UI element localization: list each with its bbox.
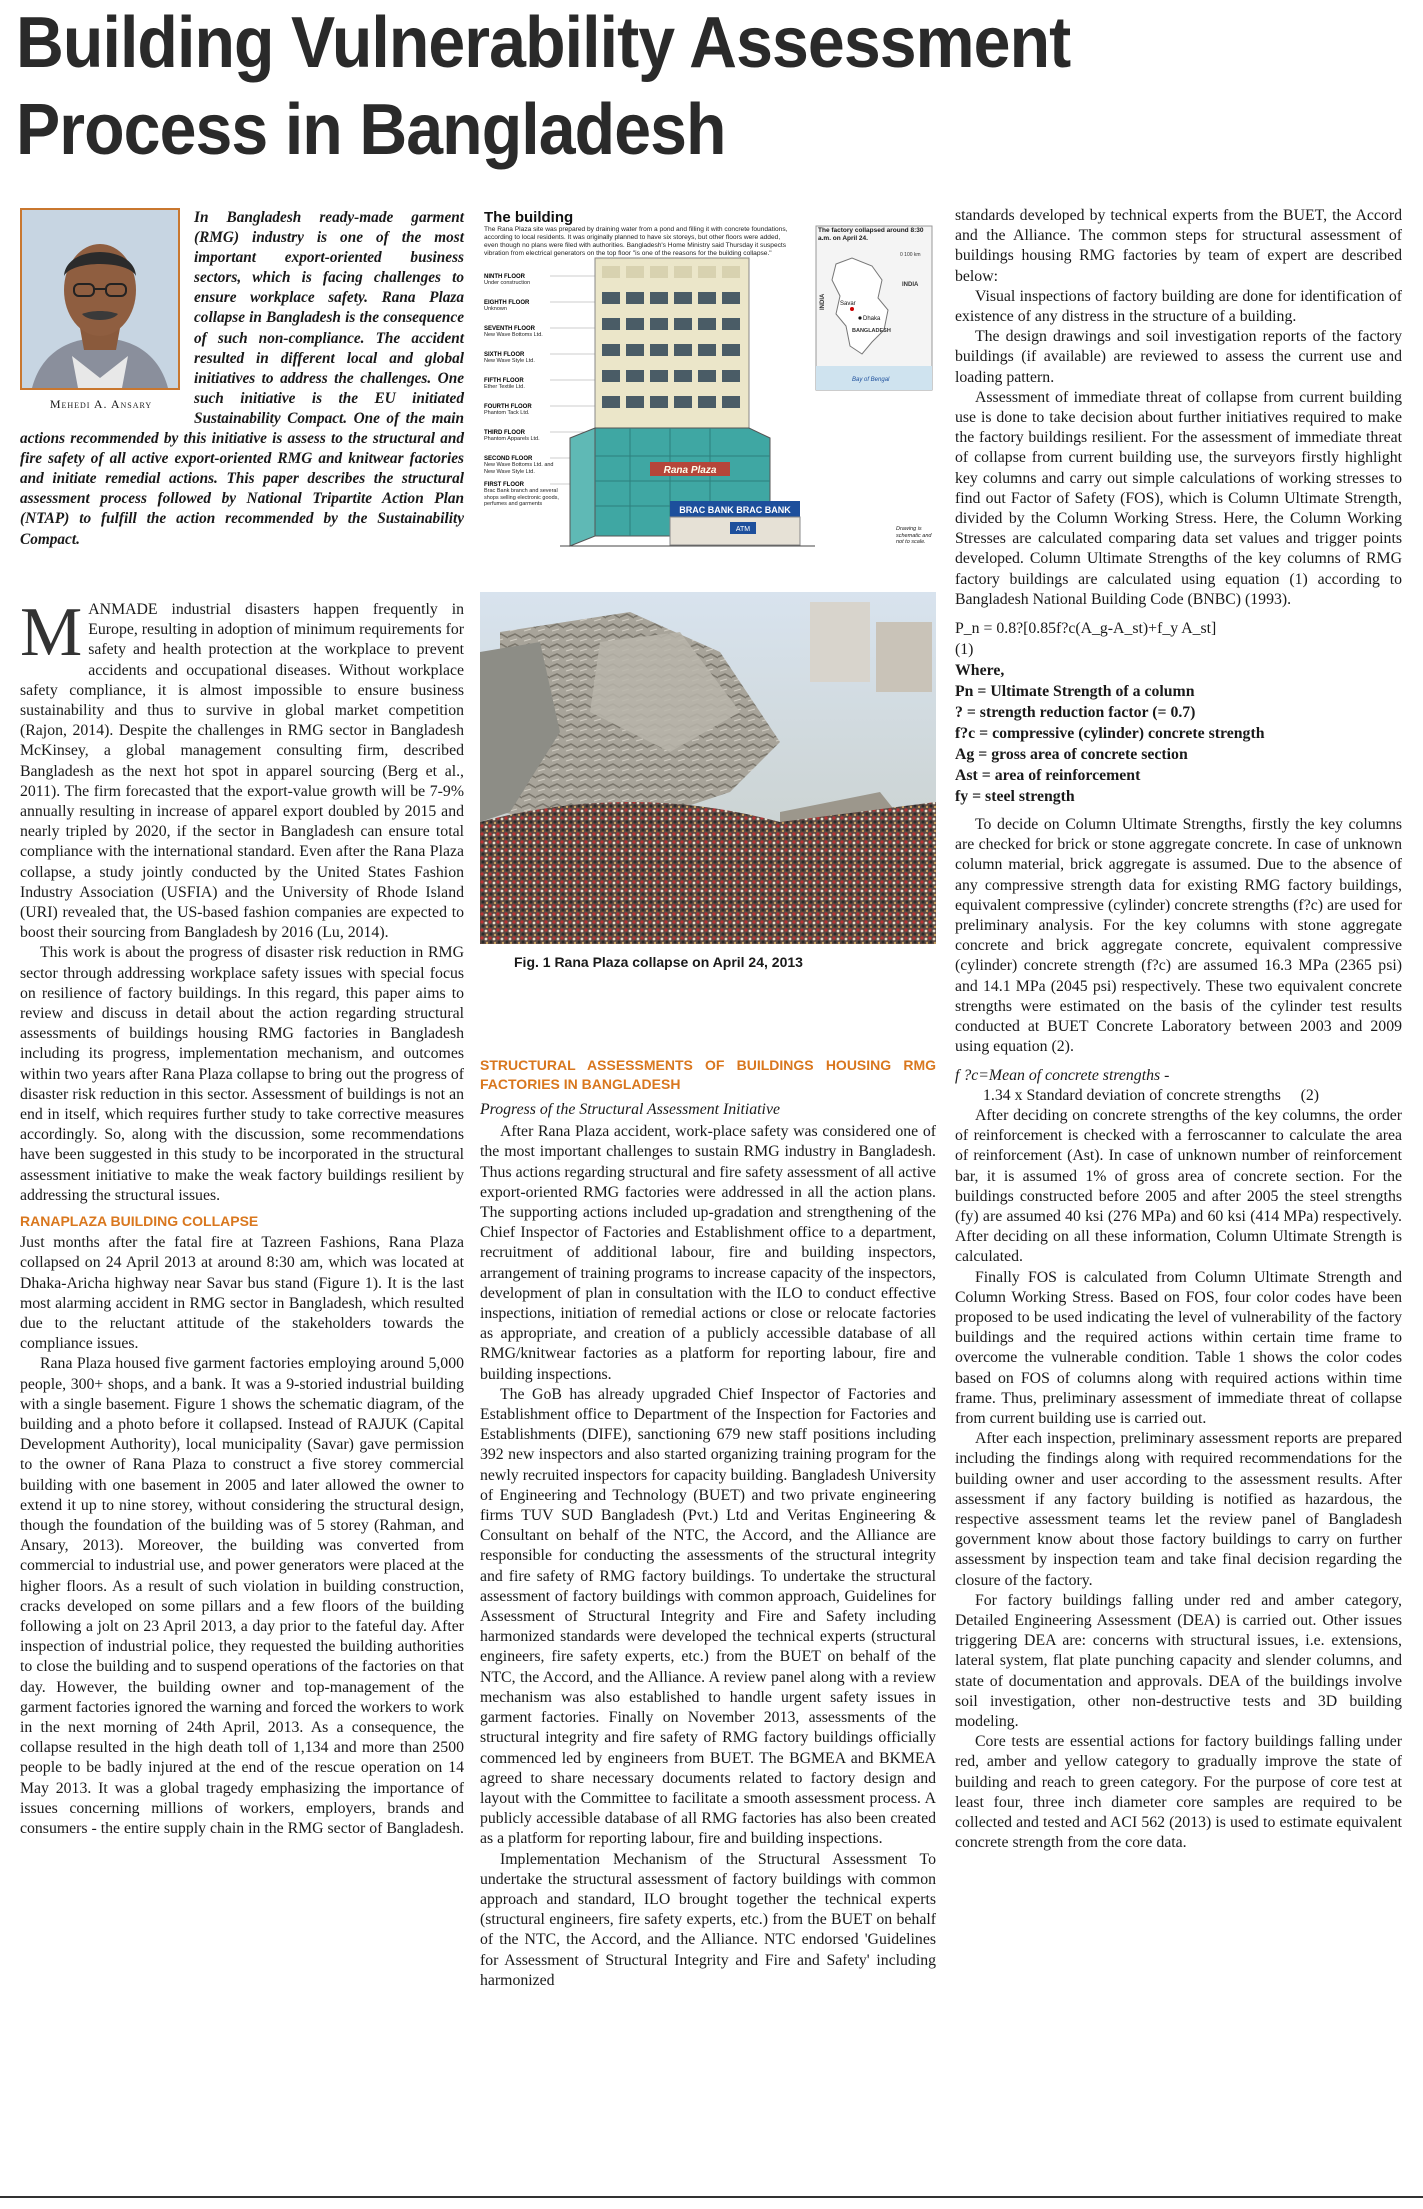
author-photo-block	[20, 208, 182, 418]
window	[602, 396, 620, 408]
window	[722, 396, 740, 408]
window	[674, 344, 692, 356]
map-scale: 0 100 km	[900, 252, 921, 258]
col3-paragraph-9: Core tests are essential actions for factory buildings falling under red, amber and yellow category to gradually improve the state of building and reach to green category. For the purpose of core test at least four, three inch diameter core samples are required to be collected and tested and ACI 562 (2013) is used to estimate equivalent concrete strength from the core data.	[955, 1733, 1402, 1852]
window	[722, 266, 740, 278]
window	[626, 344, 644, 356]
drop-cap: M	[20, 594, 83, 671]
window	[698, 266, 716, 278]
window	[650, 370, 668, 382]
brac-bank-sign-text: BRAC BANK BRAC BANK	[679, 505, 791, 515]
author-photo	[20, 208, 180, 390]
window	[674, 396, 692, 408]
window	[602, 370, 620, 382]
floor-desc-3: New Wave Style Ltd.	[484, 358, 535, 364]
window	[626, 396, 644, 408]
floor-name-5: FOURTH FLOOR	[484, 404, 532, 410]
floor-name-6: THIRD FLOOR	[484, 430, 525, 436]
collapse-time-box	[818, 227, 930, 249]
floor-desc-box-7	[484, 462, 564, 482]
map-label-bangladesh: BANGLADESH	[852, 328, 891, 334]
floor-desc-box-1	[484, 306, 564, 326]
window	[650, 266, 668, 278]
window	[650, 292, 668, 304]
article-title-line2: Process in Bangladesh	[16, 90, 726, 170]
col2-paragraph-1: After Rana Plaza accident, work-place safety was considered one of the most important challenges to sustain RMG industry in Bangladesh. Thus actions regarding structural and fire safety assessment of all active export-oriented RMG factories were addressed in all the action plans. The supporting actions included up-gradation and strengthening of the Chief Inspector of Factories and Establishment office to a department, recruitment of additional labour, fire and building inspectors, arrangement of training programs to increase capacity of the inspectors, development of plan in consultation with the ILO to conduct effective inspections, initiation of remedial actions or close or relocate factories as appropriate, and creation of a publicly accessible database of all RMG/knitwear factories as a platform for reporting labour, fire and building inspections.	[480, 1123, 936, 1383]
floor-desc-6: Phantom Apparels Ltd.	[484, 436, 540, 442]
column-2	[480, 1050, 936, 1991]
window	[602, 292, 620, 304]
section-heading-structural: STRUCTURAL ASSESSMENTS OF BUILDINGS HOUSING RMG FACTORIES IN BANGLADESH	[480, 1057, 936, 1092]
figure-intro-text: The Rana Plaza site was prepared by draining water from a pond and filling it with concrete foundations, according to local residents. It was originally planned to have six storeys, but other floors were added, even though no plans were filed with authorities. Bangladesh's Home Ministry said Thursday it suspects vibration from electrical generators on the top floor "is one of the reasons for the building collapse."	[484, 226, 788, 257]
atm-sign-text: ATM	[735, 526, 751, 533]
map-label-dhaka: Dhaka	[863, 316, 881, 322]
floor-desc-box-6	[484, 436, 564, 456]
window	[674, 318, 692, 330]
floor-desc-box-3	[484, 358, 564, 378]
collapse-photo-illustration	[480, 592, 936, 944]
schematic-note: Drawing is schematic and not to scale.	[896, 526, 932, 545]
window	[722, 370, 740, 382]
page-bottom-rule	[0, 2196, 1423, 2198]
floor-name-4: FIFTH FLOOR	[484, 378, 524, 384]
window	[698, 292, 716, 304]
window	[698, 396, 716, 408]
window	[626, 266, 644, 278]
floor-desc-0: Under construction	[484, 280, 531, 286]
window	[722, 318, 740, 330]
window	[626, 318, 644, 330]
def-0: Pn = Ultimate Strength of a column	[955, 683, 1195, 701]
equation-2-line-1: f ?c=Mean of concrete strengths -	[955, 1066, 1170, 1084]
building-schematic-figure	[480, 206, 936, 578]
floor-desc-box-0	[484, 280, 564, 300]
window	[602, 344, 620, 356]
equation-1-block	[955, 618, 1402, 807]
window	[698, 318, 716, 330]
col3-paragraph-2: The design drawings and soil investigation reports of the factory buildings (if available) are reviewed to assess the current use and loading pattern.	[955, 328, 1402, 386]
def-3: Ag = gross area of concrete section	[955, 746, 1188, 764]
subheading-progress: Progress of the Structural Assessment Initiative	[480, 1101, 780, 1118]
savar-marker	[850, 307, 854, 311]
dhaka-marker	[858, 316, 861, 319]
window	[698, 344, 716, 356]
window	[674, 370, 692, 382]
author-name: Mehedi A. Ansary	[49, 397, 153, 411]
where-label: Where,	[955, 662, 1005, 680]
window	[650, 396, 668, 408]
window	[674, 292, 692, 304]
col3-paragraph-3: Assessment of immediate threat of collapse from current building use is done to take decision about further initiatives required to make the factory buildings resilient. For the assessment of immediate threat of collapse from current building use, the surveyors firstly highlight key columns and carry out simple calculations of working stresses to find out Factor of Safety (FOS), which is Column Ultimate Strength, divided by the Column Working Stress. Here, the Column Working Stresses are calculated comparing data set values and trigger points developed. Column Ultimate Strengths of the key columns of RMG factory buildings are calculated using equation (1) according to Bangladesh National Building Code (BNBC) (1993).	[955, 388, 1402, 608]
intro-text: ANMADE industrial disasters happen frequently in Europe, resulting in adoption of minimum requirements for safety and health protection at the workplace to prevent accidents and occupational diseases. Without workplace safety compliance, it is almost impossible to ensure business sustainability and thus to survive in global market competition (Rajon, 2014). Despite the challenges in RMG sector in Bangladesh McKinsey, a global management consulting firm, described Bangladesh as the next hot spot in apparel sourcing (Berg et al., 2011). The firm forecasted that the export-value growth will be 7-9% annually resulting in increase of apparel export doubled by 2015 and nearly tripled by 2020, if the sector in Bangladesh can ensure total compliance with the international standard. Even after the Rana Plaza collapse, a study jointly conducted by the United States Fashion Industry Association (USFIA) and the University of Rhode Island (URI) revealed that, the US-based fashion companies are expected to boost their sourcing from Bangladesh by 2016 (Lu, 2014).	[20, 601, 464, 942]
col3-paragraph-8: For factory buildings falling under red and amber category, Detailed Engineering Assessment (DEA) is carried out. Other issues triggering DEA are: concerns with structural issues, i.e. extensions, lateral system, flat plate punching capacity and slender columns, and state of documentation and approvals. DEA of the buildings involve soil investigation, other non-destructive tests and 3D building modeling.	[955, 1591, 1402, 1730]
col3-paragraph-5: After deciding on concrete strengths of the key columns, the order of reinforcement is checked with a ferroscanner to calculate the area of reinforcement (Ast). In case of unknown number of reinforcement bar, it is assumed 1% of gross area of concrete section. For the buildings constructed before 2005 and after 2005 the steel strengths (fy) are assumed 40 ksi (276 MPa) and 60 ksi (414 MPa) respectively. After deciding on all these information, Column Ultimate Strength is calculated.	[955, 1106, 1402, 1266]
window	[698, 370, 716, 382]
floor-desc-box-4	[484, 384, 564, 404]
floor-name-7: SECOND FLOOR	[484, 456, 533, 462]
floor-name-0: NINTH FLOOR	[484, 274, 525, 280]
floor-desc-8: Brac Bank branch and several shops selling electronic goods, perfumes and garments	[484, 488, 559, 507]
def-2: f?c = compressive (cylinder) concrete strength	[955, 725, 1265, 743]
col1-paragraph-2: This work is about the progress of disaster risk reduction in RMG sector through addressing workplace safety issues with special focus on resilience of factory buildings. In this regard, this paper aims to review and discuss in detail about the action regarding structural assessments of buildings housing RMG factories in Bangladesh including its progress, implementation mechanism, and outcomes within two years after Rana Plaza collapse to bring out the progress of disaster risk reduction in this sector. Assessment of buildings is not an end in itself, which requires further study to take corrective measures accordingly. So, along with the discussion, some recommendations have been suggested in this study to be incorporated in the structural assessment initiative to make the weak factory buildings resilient by addressing the structural issues.	[20, 944, 464, 1204]
window	[650, 344, 668, 356]
col1-paragraph-4: Rana Plaza housed five garment factories employing around 5,000 people, 300+ shops, and a bank. It was a 9-storied industrial building with a single basement. Figure 1 shows the schematic diagram, of the building and a photo before it collapsed. Instead of RAJUK (Capital Development Authority), local municipality (Savar) gave permission to the owner of Rana Plaza to construct a five storey commercial building with one basement in 2005 and later allowed the owner to extend it up to nine storey, without considering the structural design, though the foundation of the building was of 5 storey (Rahman, and Ansary, 2013). Moreover, the building was converted from commercial to industrial use, and power generators were placed at the higher floors. As a result of such violation in building construction, cracks developed on some pillars and a few floors of the building following a jolt on 23 April 2013, a day prior to the fateful day. After inspection of industrial police, they requested the building authorities to close the building and to suspend operations of the factories on that day. However, the building owner and top-management of the garment factories ignored the warning and forced the workers to work in the next morning of 24th April, 2013. As a consequence, the collapse resulted in the high death toll of 1,134 and more than 2500 people to be badly injured at the end of the rescue operation on 14 May 2013. It was a global tragedy emphasizing the importance of issues concerning millions of workers, employers, brands and consumers - the entire supply chain in the RMG sector of Bangladesh.	[20, 1355, 464, 1837]
col3-paragraph-6: Finally FOS is calculated from Column Ultimate Strength and Column Working Stress. Based on FOS, four color codes have been proposed to be used indicating the level of vulnerability of the factory buildings and the required actions within certain time frame to overcome the vulnerable condition. Table 1 shows the color codes based on FOS of columns along with required actions within time frame. Thus, preliminary assessment of immediate threat of collapse from current building use is carried out.	[955, 1268, 1402, 1427]
floor-desc-box-5	[484, 410, 564, 430]
column-3	[955, 206, 1402, 1853]
floor-name-8: FIRST FLOOR	[484, 482, 524, 488]
col3-paragraph-0: standards developed by technical experts from the BUET, the Accord and the Alliance. The common steps for structural assessment of buildings housing RMG factories by team of expert are described below:	[955, 207, 1402, 285]
rana-plaza-sign-text: Rana Plaza	[663, 465, 717, 476]
floor-desc-7: New Wave Bottoms Ltd. and New Wave Style Ltd.	[484, 462, 554, 475]
floor-name-3: SIXTH FLOOR	[484, 352, 525, 358]
figure-heading: The building	[484, 209, 574, 226]
floor-name-1: EIGHTH FLOOR	[484, 300, 530, 306]
col3-paragraph-4: To decide on Column Ultimate Strengths, firstly the key columns are checked for brick or stone aggregate concrete. In case of unknown column material, brick aggregate is assumed. Due to the absence of any compressive strength data for existing RMG factory buildings, equivalent compressive (cylinder) concrete strengths (f?c) are used for preliminary analysis. For the key columns with stone aggregate concrete and brick aggregate concrete, equivalent compressive (cylinder) concrete strength (f?c) are assumed 16.3 MPa (2365 psi) and 14.1 MPa (2045 psi) respectively. These two equivalent concrete strengths were estimated on the basis of the cylinder test results conducted at BUET Concrete Laboratory between 2003 and 2009 using equation (2).	[955, 816, 1402, 1056]
floor-desc-box-8	[484, 488, 564, 536]
window	[602, 266, 620, 278]
article-title-line1: Building Vulnerability Assessment	[16, 3, 1071, 83]
window	[650, 318, 668, 330]
col2-paragraph-3: Implementation Mechanism of the Structural Assessment To undertake the structural assessment of factory buildings with common approach and standard, ILO brought together the technical experts (structural engineers, fire safety experts, etc.) from the BUET on behalf of the NTC, the Accord, and the Alliance. NTC endorsed 'Guidelines for Assessment of Structural Integrity and Fire and Safety' including harmonized	[480, 1850, 936, 1989]
figure-caption: Fig. 1 Rana Plaza collapse on April 24, 2013	[514, 954, 803, 970]
col3-paragraph-1: Visual inspections of factory building are done for identification of existence of any distress in the structure of a building.	[955, 287, 1402, 326]
col3-paragraph-7: After each inspection, preliminary assessment reports are prepared including the findings along with required recommendations for the building owner and user according to the assessment results. After assessment if any factory building is notified as hazardous, the respective assessment teams let the review panel of Bangladesh government know about those factory buildings to carry on further assessment by inspection team and take final decision regarding the closure of the factory.	[955, 1430, 1402, 1589]
collapse-time-text: The factory collapsed around 8:30 a.m. on April 24.	[818, 227, 924, 242]
section-heading-collapse: RANAPLAZA BUILDING COLLAPSE	[20, 1213, 259, 1230]
equation-1-number: (1)	[955, 641, 974, 659]
def-1: ? = strength reduction factor (= 0.7)	[955, 704, 1196, 722]
window	[674, 266, 692, 278]
abstract	[20, 208, 464, 550]
window	[602, 318, 620, 330]
map-label-bay: Bay of Bengal	[852, 377, 890, 383]
floor-desc-4: Ether Textile Ltd.	[484, 384, 525, 390]
window	[626, 292, 644, 304]
building-schematic-svg	[480, 206, 936, 578]
author-portrait-illustration	[22, 210, 178, 388]
window	[626, 370, 644, 382]
column-1	[20, 594, 464, 1839]
building-side-glass	[570, 428, 595, 546]
def-4: Ast = area of reinforcement	[955, 767, 1141, 785]
col2-paragraph-2: The GoB has already upgraded Chief Inspector of Factories and Establishment office to Department of the Inspection for Factories and Establishments (DIFE), sanctioning 679 new staff positions including 392 new inspectors and also started organizing training program for the newly recruited inspectors for capacity building. Bangladesh University of Engineering and Technology (BUET) and two private engineering firms TUV SUD Bangladesh (Pvt.) Ltd and Veritas Engineering & Consultant on behalf of the NTC, the Accord, and the Alliance are responsible for conducting the assessments of the structural integrity and fire safety of RMG factory buildings. To undertake the structural assessment of factory buildings with common approach, Guidelines for Assessment of Structural Integrity and Fire and Safety including harmonized standards were developed the technical experts (structural engineers, fire safety experts, etc.) from the BUET on behalf of the NTC, the Accord, and the Alliance. A review panel along with a review mechanism was also established to handle urgent safety issues in garment factories. Finally on November 2013, assessments of the structural integrity and fire safety of RMG factory buildings officially commenced led by engineers from BUET. The BGMEA and BKMEA agreed to share necessary documents related to factory design and layout with the Committee to facilitate a smooth assessment process. A publicly accessible database of all RMG factories has also been created as a platform for reporting labour, fire and building inspections.	[480, 1385, 936, 1848]
map-label-india-east: INDIA	[902, 282, 919, 288]
col1-paragraph-3: Just months after the fatal fire at Tazreen Fashions, Rana Plaza collapsed on 24 April 2013 at around 8:30 am, which was located at Dhaka-Aricha highway near Savar bus stand (Figure 1). It is the last most alarming accident in RMG sector in Bangladesh, which resulted due to the reluctant attitude of the stakeholders towards the compliance issues.	[20, 1234, 464, 1353]
floor-desc-2: New Wave Bottoms Ltd.	[484, 332, 543, 338]
floor-desc-5: Phantom Tack Ltd.	[484, 410, 530, 416]
abstract-text: In Bangladesh ready-made garment (RMG) industry is one of the most important export-oriented business sectors, which is facing challenges to ensure workplace safety. Rana Plaza collapse in Bangladesh is the consequence of such non-compliance. The accident resulted in different local and global initiatives to address the challenges. One such initiative is the EU initiated Sustainability Compact. One of the main actions recommended by this initiative is assess to the structural and fire safety of all active export-oriented RMG and knitwear factories and initiate remedial actions. This paper describes the structural assessment process followed by National Tripartite Action Plan (NTAP) to fulfill the action recommended by the Sustainability Compact.	[20, 209, 464, 548]
floor-name-2: SEVENTH FLOOR	[484, 326, 536, 332]
def-5: fy = steel strength	[955, 788, 1075, 806]
intro-paragraph	[20, 594, 464, 943]
map-label-india-west: INDIA	[820, 293, 826, 310]
window	[722, 344, 740, 356]
equation-2-line-2: 1.34 x Standard deviation of concrete strengths (2)	[983, 1086, 1320, 1104]
map-label-savar: Savar	[840, 301, 856, 307]
collapse-photo	[480, 592, 936, 944]
article-title	[16, 0, 1267, 174]
background-building	[810, 602, 870, 682]
floor-desc-1: Unknown	[484, 306, 507, 312]
equation-1: P_n = 0.8?[0.85f?c(A_g-A_st)+f_y A_st]	[955, 620, 1217, 638]
floor-desc-box-2	[484, 332, 564, 352]
window	[722, 292, 740, 304]
schematic-note-box	[896, 526, 934, 566]
